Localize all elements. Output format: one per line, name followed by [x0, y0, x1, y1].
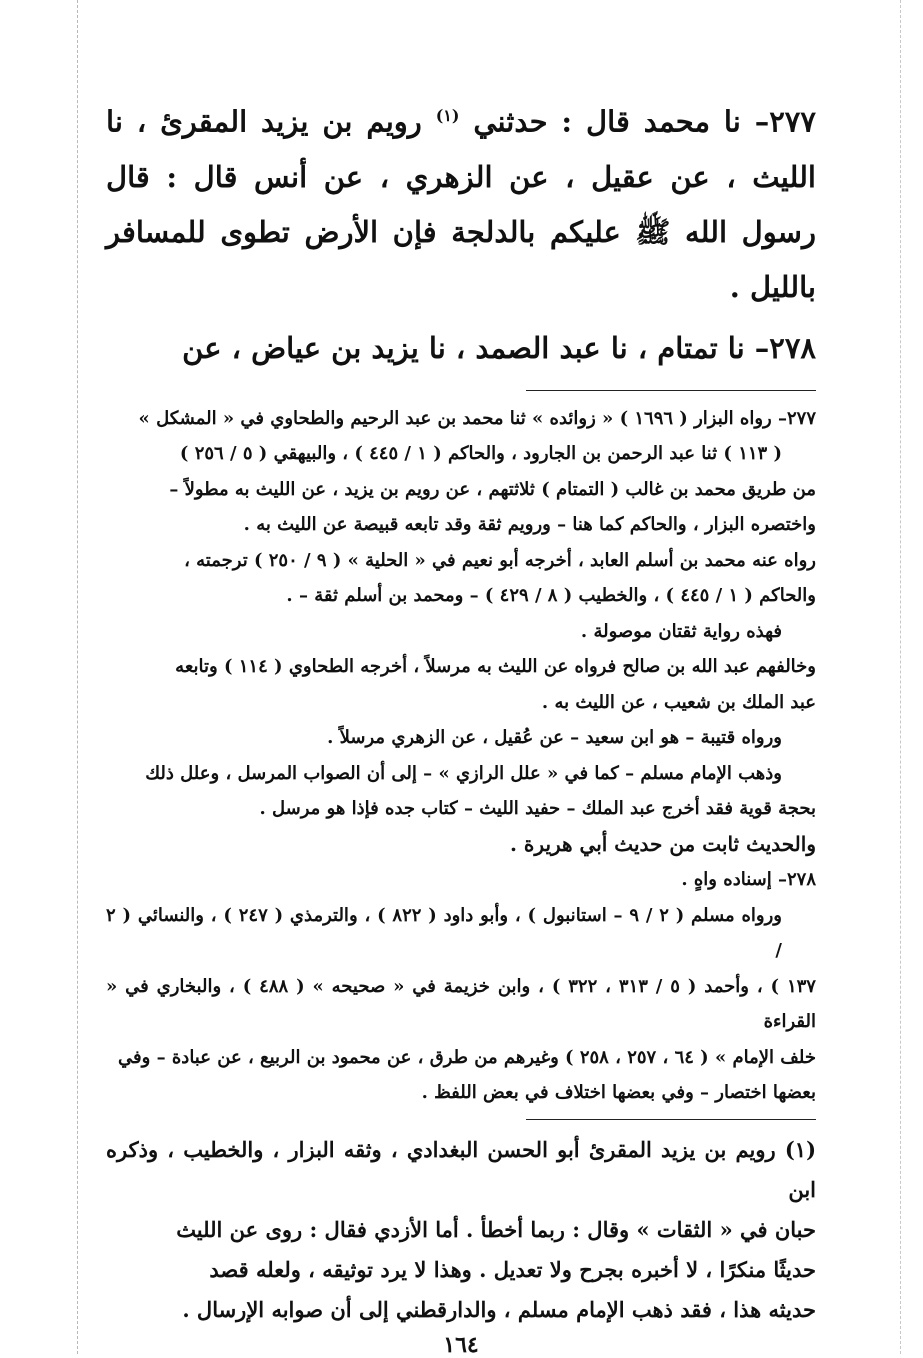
page-number: ١٦٤: [443, 1331, 479, 1358]
notes-separator: [526, 390, 816, 391]
hadith-number-278: ٢٧٨–: [754, 330, 816, 365]
scan-edge-left: [77, 0, 78, 1354]
note-line: والحديث ثابت من حديث أبي هريرة .: [510, 831, 816, 856]
note-line: بعضها اختصار – وفي بعضها اختلاف في بعض اللفظ .: [421, 1082, 816, 1104]
hadith-277-line-2: الليث ، عن عقيل ، عن الزهري ، عن أنس قال : قال رسول الله ﷺ: [106, 159, 816, 249]
hadith-278-text: نا تمتام ، نا عبد الصمد ، نا يزيد بن عياض ، عن: [182, 330, 745, 365]
note-line: ٢٧٨– إسناده واهٍ .: [681, 869, 816, 891]
takhrij-notes: [106, 401, 816, 1111]
footnote-line: حديثه هذا ، فقد ذهب الإمام مسلم ، والدارقطني إلى أن صوابه الإرسال .: [182, 1296, 816, 1322]
note-line: رواه عنه محمد بن أسلم العابد ، أخرجه أبو نعيم في « الحلية » ( ٩ / ٢٥٠ ) ترجمته ،: [184, 549, 816, 571]
note-line: واختصره البزار ، والحاكم كما هنا – ورويم ثقة وقد تابعه قبيصة عن الليث به .: [243, 514, 816, 536]
note-line: والحاكم ( ١ / ٤٤٥ ) ، والخطيب ( ٨ / ٤٢٩ ) – ومحمد بن أسلم ثقة – .: [286, 585, 816, 607]
hadith-number-277: ٢٧٧–: [754, 104, 816, 139]
note-line: وخالفهم عبد الله بن صالح فرواه عن الليث به مرسلاً ، أخرجه الطحاوي ( ١١٤ ) وتابعه: [175, 656, 816, 678]
note-line: من طريق محمد بن غالب ( التمتام ) ثلاثتهم ، عن رويم بن يزيد ، عن الليث به مطولاً –: [169, 478, 816, 500]
note-line: بحجة قوية فقد أخرج عبد الملك – حفيد الليث – كتاب جده فإذا هو مرسل .: [259, 798, 816, 820]
note-line: ورواه مسلم ( ٢ / ٩ – استانبول ) ، وأبو داود ( ٨٢٢ ) ، والترمذي ( ٢٤٧ ) ، والنسائي ( ٢ /: [106, 904, 782, 962]
note-line: ( ١١٣ ) ثنا عبد الرحمن بن الجارود ، والحاكم ( ١ / ٤٤٥ ) ، والبيهقي ( ٥ / ٢٥٦ ): [179, 443, 782, 465]
main-text: [106, 88, 816, 376]
hadith-277-part-b: رويم بن يزيد المقرئ ، نا: [106, 104, 422, 139]
page-content: [106, 88, 816, 1358]
note-line: ورواه قتيبة – هو ابن سعيد – عن عُقيل ، عن الزهري مرسلاً .: [327, 727, 782, 749]
hadith-277: [106, 88, 816, 315]
hadith-277-line-3: عليكم بالدلجة فإن الأرض تطوى للمسافر بالليل .: [106, 214, 816, 304]
footnote-ref-1: (١): [435, 106, 460, 125]
footnote-line: (١) رويم بن يزيد المقرئ أبو الحسن البغدادي ، وثقه البزار ، والخطيب ، وذكره ابن: [106, 1136, 816, 1202]
footnote-separator: [526, 1119, 816, 1120]
note-line: وذهب الإمام مسلم – كما في « علل الرازي » – إلى أن الصواب المرسل ، وعلل ذلك: [145, 762, 782, 784]
scan-edge-right: [900, 0, 901, 1354]
footnote-1: [106, 1130, 816, 1330]
note-line: فهذه رواية ثقتان موصولة .: [580, 620, 782, 642]
hadith-277-part-a: نا محمد قال : حدثني: [473, 104, 741, 139]
footnote-line: حبان في « الثقات » وقال : ربما أخطأ . أما الأزدي فقال : روى عن الليث: [176, 1216, 816, 1242]
footnote-line: حديثًا منكرًا ، لا أخبره بجرح ولا تعديل . وهذا لا يرد توثيقه ، ولعله قصد: [209, 1256, 816, 1282]
note-line: ٢٧٧– رواه البزار ( ١٦٩٦ ) « زوائده » ثنا محمد بن عبد الرحيم والطحاوي في « المشكل »: [138, 407, 816, 429]
note-line: ١٣٧ ) ، وأحمد ( ٥ / ٣١٣ ، ٣٢٢ ) ، وابن خزيمة في « صحيحه » ( ٤٨٨ ) ، والبخاري في « القراءة: [106, 975, 816, 1033]
hadith-278: [106, 321, 816, 376]
note-line: عبد الملك بن شعيب ، عن الليث به .: [541, 691, 816, 713]
note-line: خلف الإمام » ( ٦٤ ، ٢٥٧ ، ٢٥٨ ) وغيرهم من طرق ، عن محمود بن الربيع ، عن عبادة – وفي: [118, 1046, 816, 1068]
